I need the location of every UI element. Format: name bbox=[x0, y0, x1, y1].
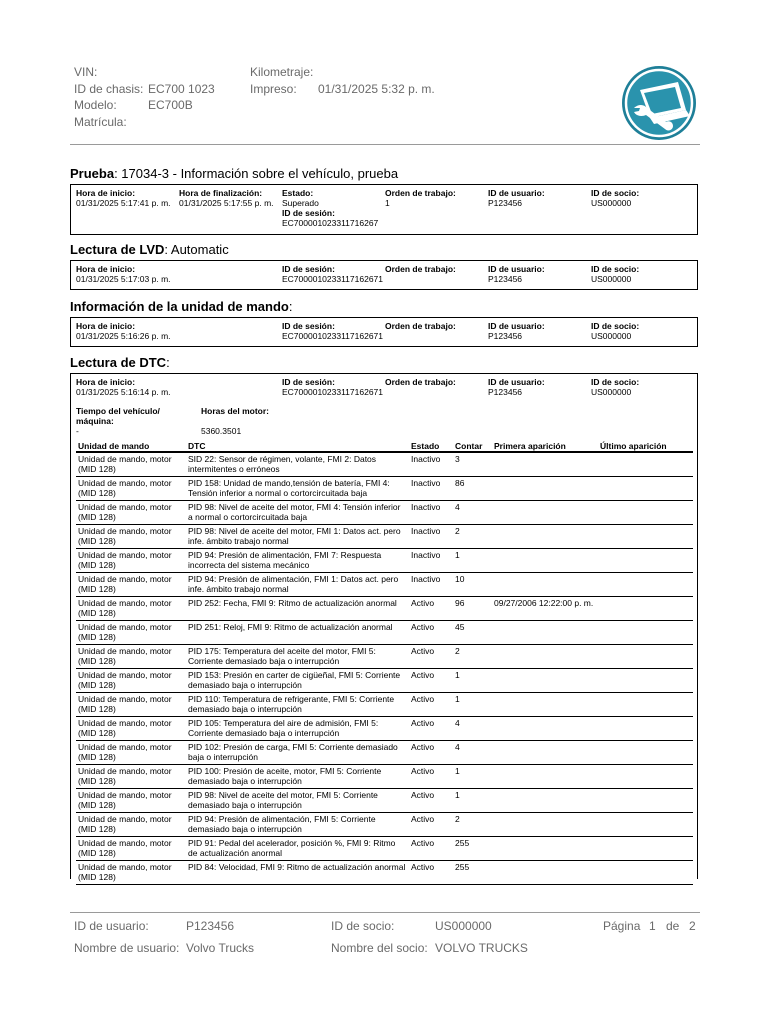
engine-hours-value: 5360.3501 bbox=[201, 426, 242, 436]
lvd-start-value: 01/31/2025 5:17:03 p. m. bbox=[76, 274, 171, 284]
chassis-value: EC700 1023 bbox=[148, 81, 215, 96]
cell-dtc: PID 94: Presión de alimentación, FMI 7: Respuesta incorrecta del sistema mecánico bbox=[186, 549, 409, 573]
cell-dtc: PID 84: Velocidad, FMI 9: Ritmo de actualización anormal bbox=[186, 861, 409, 885]
cell-control-unit: Unidad de mando, motor (MID 128) bbox=[76, 645, 186, 669]
ecu-user-label: ID de usuario: bbox=[488, 321, 545, 331]
vehicle-time-value: - bbox=[76, 426, 79, 436]
cell-first-occurrence bbox=[492, 693, 598, 717]
cell-count: 1 bbox=[453, 549, 492, 573]
dtc-partner-value: US000000 bbox=[591, 387, 632, 397]
cell-first-occurrence bbox=[492, 525, 598, 549]
cell-first-occurrence bbox=[492, 837, 598, 861]
cell-control-unit: Unidad de mando, motor (MID 128) bbox=[76, 477, 186, 501]
page-footer bbox=[74, 915, 696, 959]
cell-dtc: PID 158: Unidad de mando,tensión de batería, FMI 4: Tensión inferior a normal o cortorcircuitada baja bbox=[186, 477, 409, 501]
ecu-order-label: Orden de trabajo: bbox=[385, 321, 456, 331]
cell-control-unit: Unidad de mando, motor (MID 128) bbox=[76, 717, 186, 741]
test-session-label: ID de sesión: bbox=[282, 208, 335, 218]
cell-control-unit: Unidad de mando, motor (MID 128) bbox=[76, 669, 186, 693]
cell-status: Activo bbox=[409, 765, 453, 789]
dtc-partner-label: ID de socio: bbox=[591, 377, 640, 387]
cell-last-occurrence bbox=[598, 693, 693, 717]
ecu-session-value: EC7000010233117162671 bbox=[282, 331, 383, 341]
cell-status: Activo bbox=[409, 741, 453, 765]
test-user-value: P123456 bbox=[488, 198, 523, 208]
test-user-label: ID de usuario: bbox=[488, 188, 545, 198]
cell-count: 1 bbox=[453, 693, 492, 717]
cell-count: 2 bbox=[453, 525, 492, 549]
ecu-partner-label: ID de socio: bbox=[591, 321, 640, 331]
dtc-start-label: Hora de inicio: bbox=[76, 377, 136, 387]
cell-control-unit: Unidad de mando, motor (MID 128) bbox=[76, 597, 186, 621]
cell-last-occurrence bbox=[598, 452, 693, 477]
table-row bbox=[76, 597, 693, 621]
test-end-value: 01/31/2025 5:17:55 p. m. bbox=[179, 198, 274, 208]
cell-last-occurrence bbox=[598, 741, 693, 765]
cell-last-occurrence bbox=[598, 669, 693, 693]
cell-dtc: PID 175: Temperatura del aceite del motor, FMI 5: Corriente demasiado baja o interrupción bbox=[186, 645, 409, 669]
cell-last-occurrence bbox=[598, 549, 693, 573]
cell-status: Activo bbox=[409, 621, 453, 645]
cell-control-unit: Unidad de mando, motor (MID 128) bbox=[76, 837, 186, 861]
vin-label: VIN: bbox=[74, 65, 98, 79]
cell-count: 4 bbox=[453, 741, 492, 765]
vehicle-time-label: Tiempo del vehículo/ máquina: bbox=[76, 406, 160, 426]
cell-count: 1 bbox=[453, 765, 492, 789]
cell-first-occurrence bbox=[492, 477, 598, 501]
cell-count: 255 bbox=[453, 837, 492, 861]
test-status-label: Estado: bbox=[282, 188, 314, 198]
tech-tool-logo-icon bbox=[620, 64, 698, 142]
header-divider bbox=[70, 144, 700, 145]
lvd-info-box bbox=[70, 260, 698, 290]
test-section-title: Prueba: 17034-3 - Información sobre el vehículo, prueba bbox=[70, 166, 399, 181]
cell-status: Activo bbox=[409, 693, 453, 717]
table-row bbox=[76, 765, 693, 789]
footer-partner-name-label: Nombre del socio: bbox=[331, 941, 428, 955]
table-row bbox=[76, 525, 693, 549]
ecu-start-value: 01/31/2025 5:16:26 p. m. bbox=[76, 331, 171, 341]
table-row bbox=[76, 573, 693, 597]
test-partner-label: ID de socio: bbox=[591, 188, 640, 198]
test-order-value: 1 bbox=[385, 198, 390, 208]
lvd-order-label: Orden de trabajo: bbox=[385, 264, 456, 274]
table-row bbox=[76, 693, 693, 717]
table-row bbox=[76, 741, 693, 765]
cell-status: Activo bbox=[409, 861, 453, 885]
ecu-start-label: Hora de inicio: bbox=[76, 321, 136, 331]
footer-partner-name-value: VOLVO TRUCKS bbox=[435, 941, 528, 955]
footer-divider bbox=[70, 912, 700, 913]
cell-count: 4 bbox=[453, 501, 492, 525]
cell-status: Activo bbox=[409, 837, 453, 861]
col-first-occurrence: Primera aparición bbox=[492, 436, 598, 452]
cell-control-unit: Unidad de mando, motor (MID 128) bbox=[76, 452, 186, 477]
table-row bbox=[76, 861, 693, 885]
cell-last-occurrence bbox=[598, 501, 693, 525]
cell-first-occurrence bbox=[492, 765, 598, 789]
cell-last-occurrence bbox=[598, 789, 693, 813]
col-control-unit: Unidad de mando bbox=[76, 436, 186, 452]
dtc-user-label: ID de usuario: bbox=[488, 377, 545, 387]
cell-dtc: PID 252: Fecha, FMI 9: Ritmo de actualización anormal bbox=[186, 597, 409, 621]
footer-user-id-value: P123456 bbox=[186, 919, 235, 933]
cell-dtc: PID 251: Reloj, FMI 9: Ritmo de actualización anormal bbox=[186, 621, 409, 645]
cell-count: 1 bbox=[453, 669, 492, 693]
dtc-table bbox=[76, 436, 693, 885]
cell-control-unit: Unidad de mando, motor (MID 128) bbox=[76, 861, 186, 885]
cell-dtc: PID 110: Temperatura de refrigerante, FMI 5: Corriente demasiado baja o interrupción bbox=[186, 693, 409, 717]
lvd-session-label: ID de sesión: bbox=[282, 264, 335, 274]
test-info-box bbox=[70, 184, 698, 235]
cell-first-occurrence bbox=[492, 789, 598, 813]
cell-dtc: PID 94: Presión de alimentación, FMI 5: Corriente demasiado baja o interrupción bbox=[186, 813, 409, 837]
test-end-label: Hora de finalización: bbox=[179, 188, 263, 198]
cell-status: Activo bbox=[409, 717, 453, 741]
cell-dtc: SID 22: Sensor de régimen, volante, FMI 2: Datos intermitentes o erróneos bbox=[186, 452, 409, 477]
footer-partner-id-label: ID de socio: bbox=[331, 919, 395, 933]
cell-last-occurrence bbox=[598, 861, 693, 885]
cell-status: Activo bbox=[409, 645, 453, 669]
dtc-user-value: P123456 bbox=[488, 387, 523, 397]
cell-first-occurrence bbox=[492, 669, 598, 693]
col-count: Contar bbox=[453, 436, 492, 452]
table-row bbox=[76, 813, 693, 837]
cell-dtc: PID 98: Nivel de aceite del motor, FMI 4: Tensión inferior a normal o cortorcircuitada baja bbox=[186, 501, 409, 525]
lvd-start-label: Hora de inicio: bbox=[76, 264, 136, 274]
dtc-table-header bbox=[76, 436, 693, 452]
test-status-value: Superado bbox=[282, 198, 319, 208]
footer-user-name-label: Nombre de usuario: bbox=[74, 941, 180, 955]
cell-status: Inactivo bbox=[409, 501, 453, 525]
footer-user-id-label: ID de usuario: bbox=[74, 919, 149, 933]
cell-count: 2 bbox=[453, 645, 492, 669]
cell-count: 3 bbox=[453, 452, 492, 477]
cell-count: 1 bbox=[453, 789, 492, 813]
ecu-section-title: Información de la unidad de mando: bbox=[70, 299, 293, 314]
cell-dtc: PID 91: Pedal del acelerador, posición %, FMI 9: Ritmo de actualización anormal bbox=[186, 837, 409, 861]
cell-status: Activo bbox=[409, 813, 453, 837]
cell-control-unit: Unidad de mando, motor (MID 128) bbox=[76, 621, 186, 645]
cell-control-unit: Unidad de mando, motor (MID 128) bbox=[76, 741, 186, 765]
lvd-partner-value: US000000 bbox=[591, 274, 632, 284]
cell-control-unit: Unidad de mando, motor (MID 128) bbox=[76, 573, 186, 597]
cell-dtc: PID 98: Nivel de aceite del motor, FMI 5: Corriente demasiado baja o interrupción bbox=[186, 789, 409, 813]
cell-first-occurrence bbox=[492, 501, 598, 525]
col-dtc: DTC bbox=[186, 436, 409, 452]
cell-last-occurrence bbox=[598, 765, 693, 789]
cell-control-unit: Unidad de mando, motor (MID 128) bbox=[76, 525, 186, 549]
cell-status: Inactivo bbox=[409, 452, 453, 477]
printed-label: Impreso: bbox=[250, 81, 297, 96]
cell-control-unit: Unidad de mando, motor (MID 128) bbox=[76, 501, 186, 525]
cell-control-unit: Unidad de mando, motor (MID 128) bbox=[76, 765, 186, 789]
cell-count: 96 bbox=[453, 597, 492, 621]
cell-first-occurrence bbox=[492, 452, 598, 477]
model-value: EC700B bbox=[148, 98, 193, 112]
test-session-value: EC700001023311716267 bbox=[282, 218, 379, 228]
cell-first-occurrence: 09/27/2006 12:22:00 p. m. bbox=[492, 597, 598, 621]
cell-status: Inactivo bbox=[409, 573, 453, 597]
cell-control-unit: Unidad de mando, motor (MID 128) bbox=[76, 813, 186, 837]
cell-last-occurrence bbox=[598, 717, 693, 741]
cell-first-occurrence bbox=[492, 813, 598, 837]
col-status: Estado bbox=[409, 436, 453, 452]
table-row bbox=[76, 669, 693, 693]
lvd-partner-label: ID de socio: bbox=[591, 264, 640, 274]
cell-status: Inactivo bbox=[409, 525, 453, 549]
printed-value: 01/31/2025 5:32 p. m. bbox=[318, 81, 435, 96]
ecu-session-label: ID de sesión: bbox=[282, 321, 335, 331]
lvd-section-title: Lectura de LVD: Automatic bbox=[70, 242, 229, 257]
cell-count: 2 bbox=[453, 813, 492, 837]
cell-status: Activo bbox=[409, 597, 453, 621]
page-label: Página bbox=[603, 919, 641, 933]
cell-status: Activo bbox=[409, 789, 453, 813]
cell-status: Activo bbox=[409, 669, 453, 693]
dtc-start-value: 01/31/2025 5:16:14 p. m. bbox=[76, 387, 171, 397]
page-of: de bbox=[666, 919, 680, 933]
table-row bbox=[76, 837, 693, 861]
cell-control-unit: Unidad de mando, motor (MID 128) bbox=[76, 789, 186, 813]
cell-count: 86 bbox=[453, 477, 492, 501]
lvd-session-value: EC7000010233117162671 bbox=[282, 274, 383, 284]
chassis-label: ID de chasis: bbox=[74, 81, 144, 96]
table-row bbox=[76, 717, 693, 741]
cell-first-occurrence bbox=[492, 549, 598, 573]
cell-control-unit: Unidad de mando, motor (MID 128) bbox=[76, 549, 186, 573]
lvd-user-label: ID de usuario: bbox=[488, 264, 545, 274]
test-order-label: Orden de trabajo: bbox=[385, 188, 456, 198]
cell-control-unit: Unidad de mando, motor (MID 128) bbox=[76, 693, 186, 717]
cell-dtc: PID 98: Nivel de aceite del motor, FMI 1: Datos act. pero infe. ámbito trabajo normal bbox=[186, 525, 409, 549]
cell-first-occurrence bbox=[492, 621, 598, 645]
odometer-label: Kilometraje: bbox=[250, 65, 314, 79]
cell-first-occurrence bbox=[492, 861, 598, 885]
table-row bbox=[76, 452, 693, 477]
table-row bbox=[76, 501, 693, 525]
cell-last-occurrence bbox=[598, 477, 693, 501]
cell-last-occurrence bbox=[598, 573, 693, 597]
cell-last-occurrence bbox=[598, 597, 693, 621]
cell-first-occurrence bbox=[492, 741, 598, 765]
ecu-partner-value: US000000 bbox=[591, 331, 632, 341]
cell-first-occurrence bbox=[492, 717, 598, 741]
print-header bbox=[250, 64, 435, 97]
table-row bbox=[76, 645, 693, 669]
page-number: 1 bbox=[649, 919, 656, 933]
test-partner-value: US000000 bbox=[591, 198, 632, 208]
table-row bbox=[76, 621, 693, 645]
table-row bbox=[76, 477, 693, 501]
cell-count: 255 bbox=[453, 861, 492, 885]
dtc-info-box bbox=[70, 373, 698, 882]
cell-first-occurrence bbox=[492, 645, 598, 669]
dtc-section-title: Lectura de DTC: bbox=[70, 355, 170, 370]
vehicle-header bbox=[74, 64, 215, 130]
plate-label: Matrícula: bbox=[74, 114, 127, 129]
cell-last-occurrence bbox=[598, 837, 693, 861]
table-row bbox=[76, 789, 693, 813]
model-label: Modelo: bbox=[74, 98, 117, 112]
ecu-user-value: P123456 bbox=[488, 331, 523, 341]
cell-status: Inactivo bbox=[409, 477, 453, 501]
footer-user-name-value: Volvo Trucks bbox=[186, 941, 255, 955]
cell-count: 4 bbox=[453, 717, 492, 741]
cell-dtc: PID 102: Presión de carga, FMI 5: Corriente demasiado baja o interrupción bbox=[186, 741, 409, 765]
cell-last-occurrence bbox=[598, 525, 693, 549]
cell-last-occurrence bbox=[598, 813, 693, 837]
engine-hours-label: Horas del motor: bbox=[201, 406, 270, 416]
lvd-user-value: P123456 bbox=[488, 274, 523, 284]
footer-partner-id-value: US000000 bbox=[435, 919, 492, 933]
cell-first-occurrence bbox=[492, 573, 598, 597]
dtc-order-label: Orden de trabajo: bbox=[385, 377, 456, 387]
dtc-session-label: ID de sesión: bbox=[282, 377, 335, 387]
table-row bbox=[76, 549, 693, 573]
cell-last-occurrence bbox=[598, 621, 693, 645]
dtc-session-value: EC7000010233117162671 bbox=[282, 387, 383, 397]
cell-dtc: PID 94: Presión de alimentación, FMI 1: Datos act. pero infe. ámbito trabajo normal bbox=[186, 573, 409, 597]
test-start-label: Hora de inicio: bbox=[76, 188, 136, 198]
col-last-occurrence: Último aparición bbox=[598, 436, 693, 452]
cell-status: Inactivo bbox=[409, 549, 453, 573]
test-start-value: 01/31/2025 5:17:41 p. m. bbox=[76, 198, 171, 208]
cell-dtc: PID 153: Presión en carter de cigüeñal, FMI 5: Corriente demasiado baja o interrupción bbox=[186, 669, 409, 693]
cell-count: 45 bbox=[453, 621, 492, 645]
ecu-info-box bbox=[70, 317, 698, 347]
cell-dtc: PID 100: Presión de aceite, motor, FMI 5: Corriente demasiado baja o interrupción bbox=[186, 765, 409, 789]
page-total: 2 bbox=[689, 919, 696, 933]
cell-count: 10 bbox=[453, 573, 492, 597]
cell-dtc: PID 105: Temperatura del aire de admisión, FMI 5: Corriente demasiado baja o interrupción bbox=[186, 717, 409, 741]
cell-last-occurrence bbox=[598, 645, 693, 669]
